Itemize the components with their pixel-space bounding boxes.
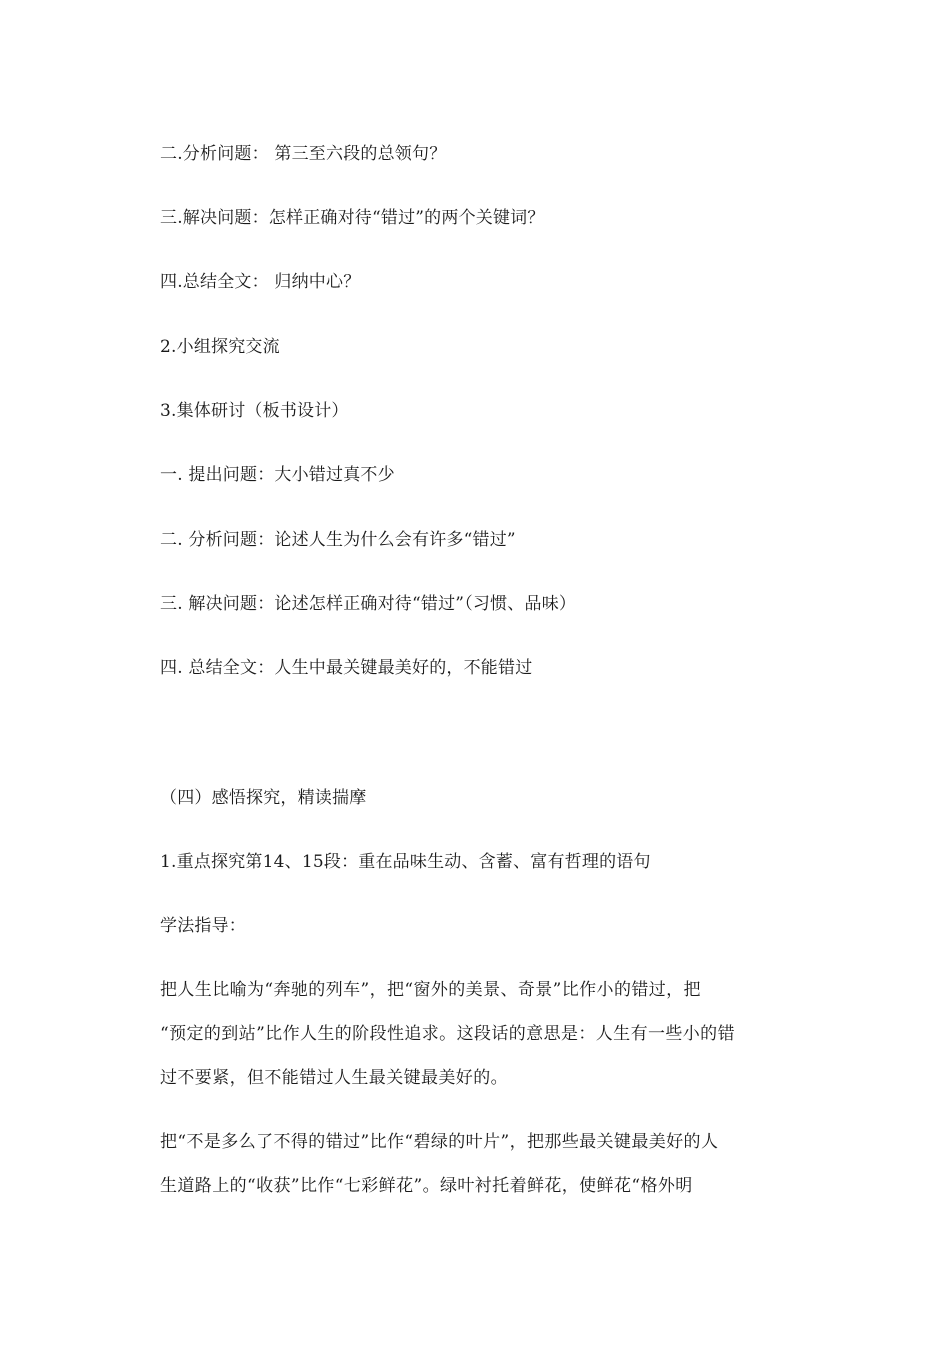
focus-item: 1.重点探究第14、15段：重在品味生动、含蓄、富有哲理的语句 (160, 852, 651, 872)
board-item-3: 三. 解决问题：论述怎样正确对待“错过”（习惯、品味） (160, 594, 577, 614)
paragraph-line: 把“不是多么了不得的错过”比作“碧绿的叶片”，把那些最关键最美好的人 (160, 1132, 719, 1152)
paragraph-line: 把人生比喻为“奔驰的列车”，把“窗外的美景、奇景”比作小的错过，把 (160, 980, 701, 1000)
paragraph-line: 过不要紧，但不能错过人生最关键最美好的。 (160, 1068, 508, 1088)
outline-item-summary: 四.总结全文： 归纳中心？ (160, 272, 361, 292)
section-heading: （四）感悟探究，精读揣摩 (160, 788, 367, 808)
board-item-1: 一. 提出问题：大小错过真不少 (160, 465, 395, 485)
paragraph-line: “预定的到站”比作人生的阶段性追求。这段话的意思是：人生有一些小的错 (160, 1024, 735, 1044)
step-group-discussion: 2.小组探究交流 (160, 337, 280, 357)
paragraph-metaphor-leaves (160, 1120, 800, 1208)
outline-item-analyze: 二.分析问题： 第三至六段的总领句？ (160, 144, 447, 164)
board-item-2: 二. 分析问题：论述人生为什么会有许多“错过” (160, 530, 516, 550)
step-collective-study: 3.集体研讨（板书设计） (160, 401, 349, 421)
outline-item-solve: 三.解决问题：怎样正确对待“错过”的两个关键词？ (160, 208, 545, 228)
paragraph-metaphor-train (160, 968, 800, 1100)
paragraph-line: 生道路上的“收获”比作“七彩鲜花”。绿叶衬托着鲜花，使鲜花“格外明 (160, 1176, 693, 1196)
board-item-4: 四. 总结全文：人生中最关键最美好的，不能错过 (160, 658, 533, 678)
method-guide-label: 学法指导： (160, 916, 246, 936)
